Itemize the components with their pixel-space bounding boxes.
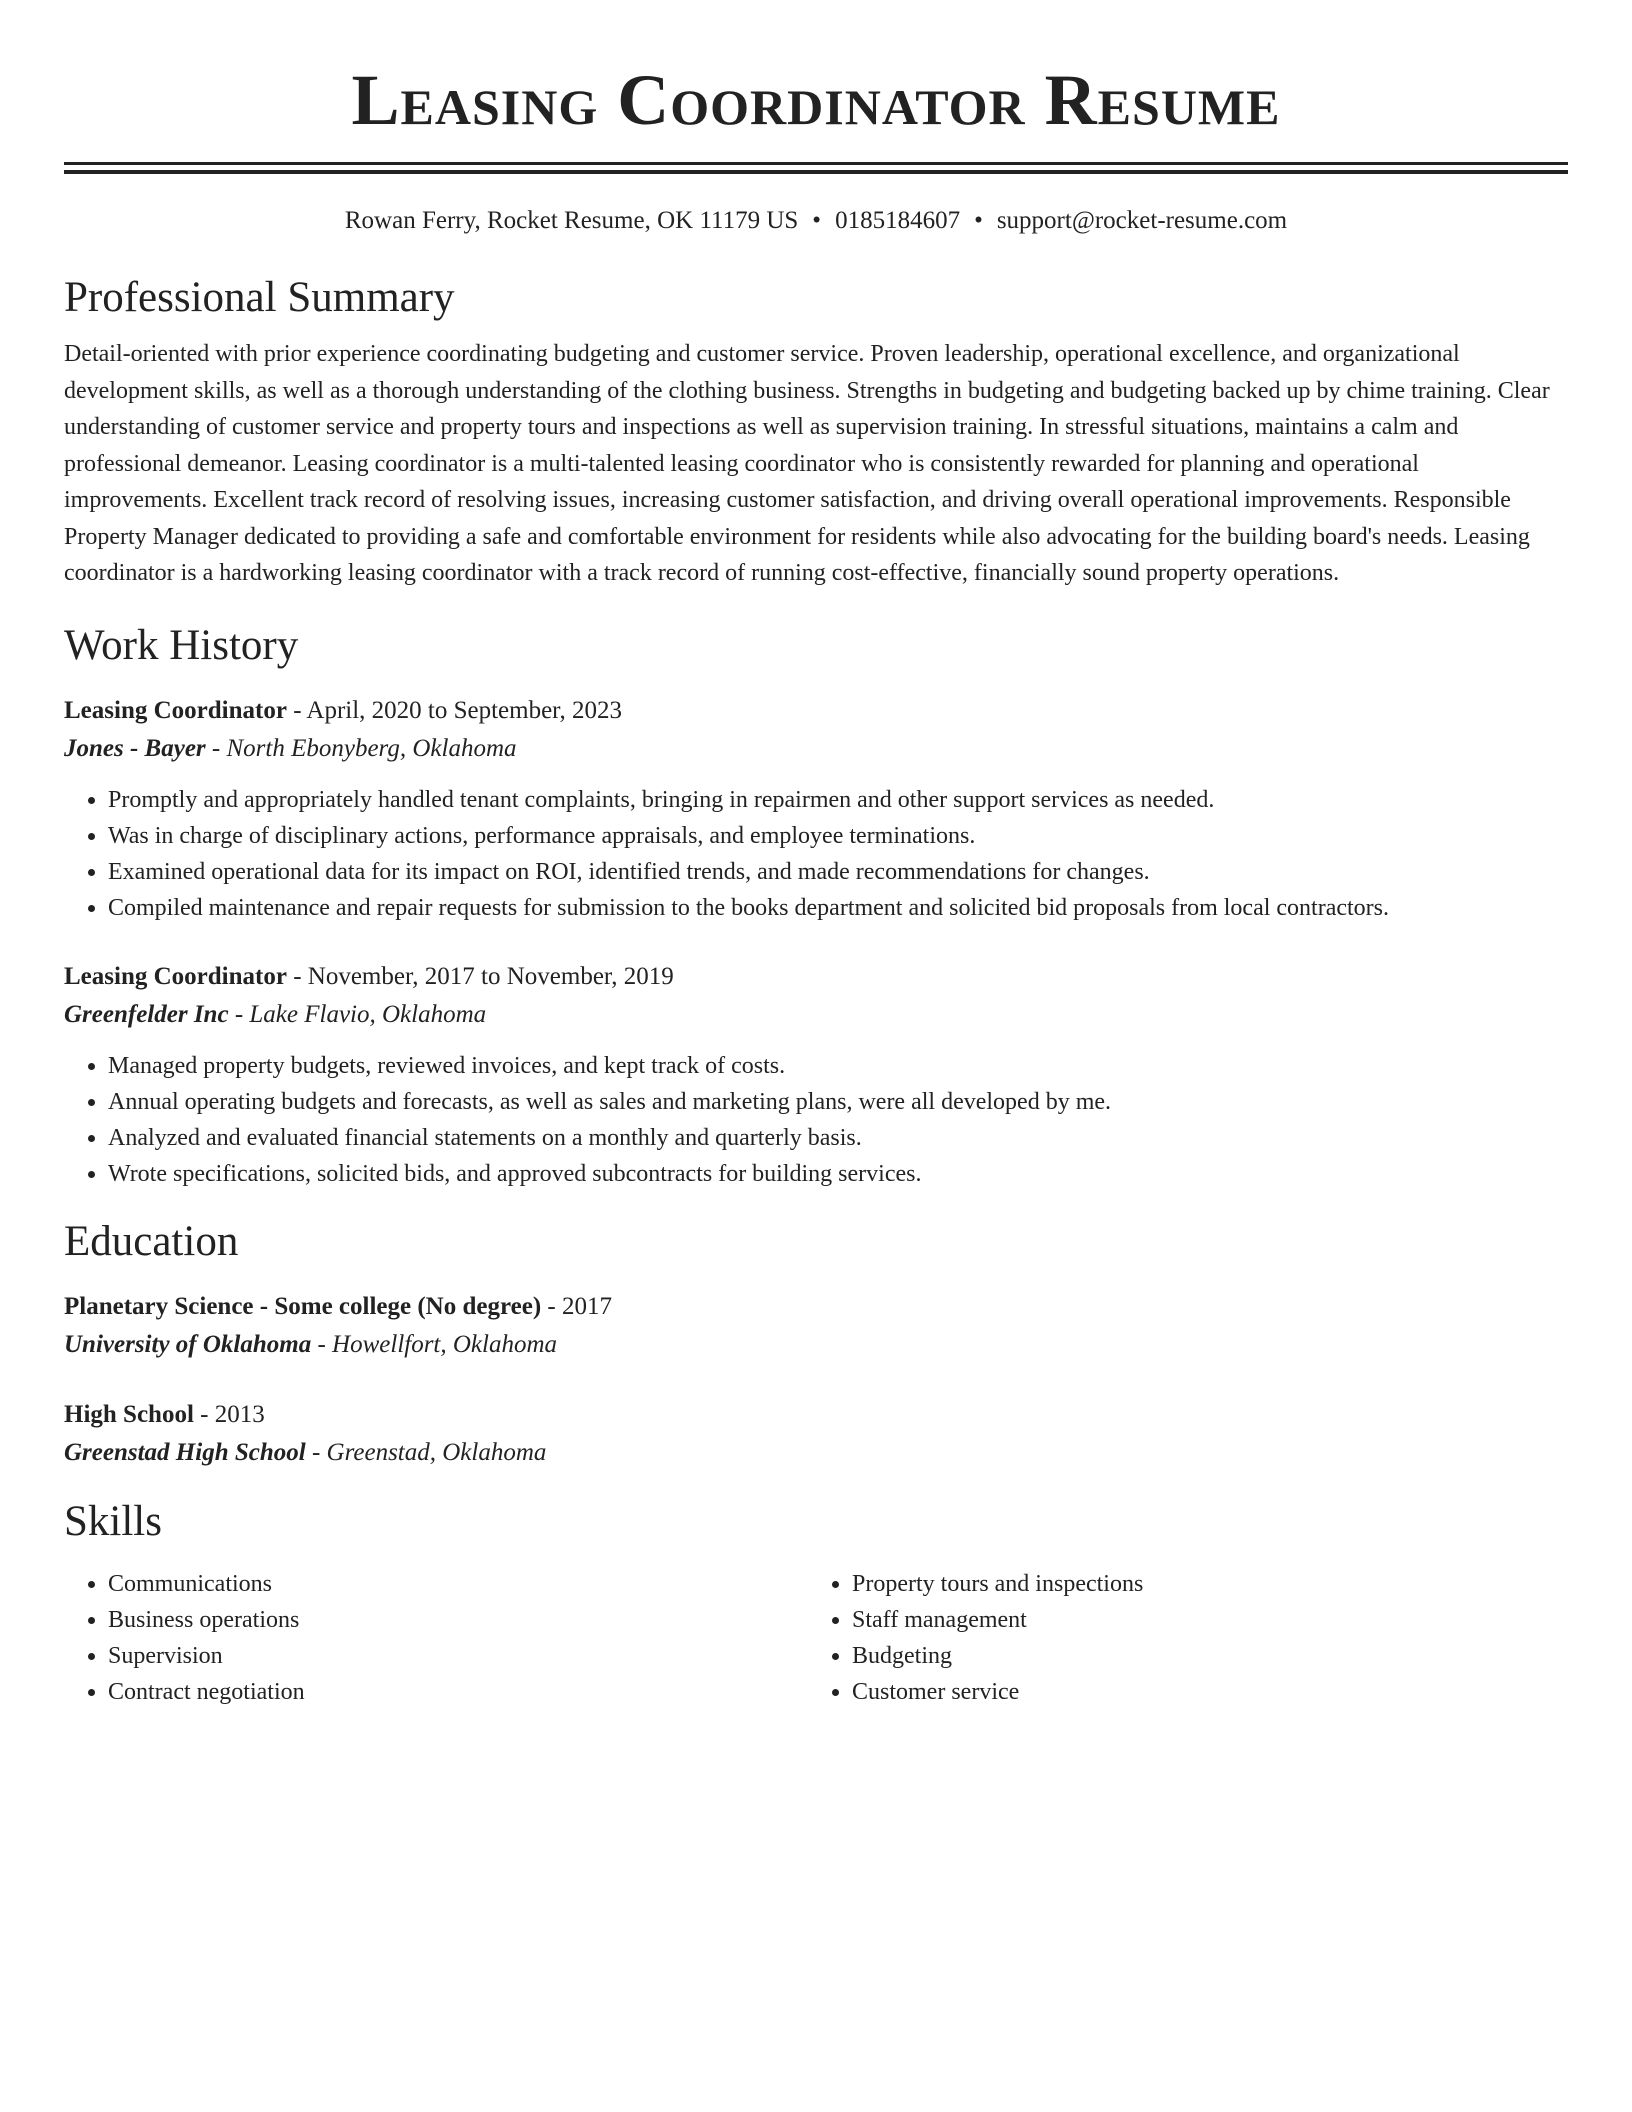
education-entry [64,1396,1568,1472]
school-name: Greenstad High School [64,1438,306,1466]
resume-page [64,0,1568,1710]
skill-item: • Contract negotiation [108,1674,808,1710]
degree-name: High School [64,1400,194,1428]
employer-location: - North Ebonyberg, Oklahoma [205,734,517,762]
job-duty: • Was in charge of disciplinary actions, performance appraisals, and employee terminations. [108,818,1568,854]
job-duties-list [64,1048,1568,1192]
job-duty: • Wrote specifications, solicited bids, and approved subcontracts for building services. [108,1156,1568,1192]
resume-title: Leasing Coordinator Resume [351,60,1281,140]
job-duty: • Managed property budgets, reviewed invoices, and kept track of costs. [108,1048,1568,1084]
employer-name: Jones - Bayer [64,734,206,762]
skill-item: • Customer service [852,1674,1552,1710]
skill-item: • Budgeting [852,1638,1552,1674]
job-entry [64,958,1568,1192]
employer-location: - Lake Flavio, Oklahoma [228,1000,487,1028]
employer-line [64,996,1568,1034]
title-divider-bottom [64,170,1568,174]
job-duty: • Examined operational data for its impact on ROI, identified trends, and made recommendations for changes. [108,854,1568,890]
graduation-year: - 2017 [541,1292,612,1320]
skill-item: • Staff management [852,1602,1552,1638]
contact-separator: • [974,207,983,234]
school-name: University of Oklahoma [64,1330,312,1358]
job-dates: - November, 2017 to November, 2019 [286,962,674,990]
contact-line [64,206,1568,236]
skill-item: • Supervision [108,1638,808,1674]
degree-line [64,1288,1568,1326]
job-duty: • Promptly and appropriately handled tenant complaints, bringing in repairmen and other support services as needed. [108,782,1568,818]
skill-item: • Property tours and inspections [852,1566,1552,1602]
summary-heading: Professional Summary [64,274,455,321]
job-duty: • Compiled maintenance and repair requests for submission to the books department and solicited bid proposals from local contractors. [108,890,1568,926]
contact-address: Rowan Ferry, Rocket Resume, OK 11179 US [344,207,799,234]
summary-text: Detail-oriented with prior experience coordinating budgeting and customer service. Proven leadership, operational excellence, and organizational development skills, as well as a thorough understanding of the clothing business. Strengths in budgeting and budgeting backed up by chime training. Clear understanding of customer service and property tours and inspections as well as supervision training. In stressful situations, maintains a calm and professional demeanor. Leasing coordinator is a multi-talented leasing coordinator who is consistently rewarded for planning and operational improvements. Excellent track record of resolving issues, increasing customer satisfaction, and driving overall operational improvements. Responsible Property Manager dedicated to providing a safe and comfortable environment for residents while also advocating for the building board's needs. Leasing coordinator is a hardworking leasing coordinator with a track record of running cost-effective, financially sound property operations. [64,341,1550,586]
job-dates: - April, 2020 to September, 2023 [286,696,623,724]
school-line [64,1326,1568,1364]
job-title-line [64,958,1568,996]
contact-phone: 0185184607 [835,207,961,234]
title-divider-top [64,162,1568,165]
job-title: Leasing Coordinator [64,696,287,724]
degree-name: Planetary Science - Some college (No degree) [64,1292,542,1320]
job-entry [64,692,1568,926]
skill-item: • Business operations [108,1602,808,1638]
skills-list-right [808,1566,1552,1710]
education-heading: Education [64,1217,239,1265]
school-location: - Greenstad, Oklahoma [305,1438,547,1466]
job-title: Leasing Coordinator [64,962,287,990]
job-duty: • Annual operating budgets and forecasts, as well as sales and marketing plans, were all developed by me. [108,1084,1568,1120]
work-history-heading: Work History [64,621,299,669]
contact-email: support@rocket-resume.com [996,207,1288,234]
job-duties-list [64,782,1568,926]
skills-grid [64,1566,1568,1710]
skills-heading: Skills [64,1497,162,1545]
skills-list-left [64,1566,808,1710]
skill-item: • Communications [108,1566,808,1602]
degree-line [64,1396,1568,1434]
employer-name: Greenfelder Inc [64,1000,229,1028]
employer-line [64,730,1568,768]
education-entry [64,1288,1568,1364]
job-title-line [64,692,1568,730]
school-line [64,1434,1568,1472]
contact-separator: • [812,207,822,234]
job-duty: • Analyzed and evaluated financial statements on a monthly and quarterly basis. [108,1120,1568,1156]
graduation-year: - 2013 [193,1400,265,1428]
school-location: - Howellfort, Oklahoma [311,1330,558,1358]
